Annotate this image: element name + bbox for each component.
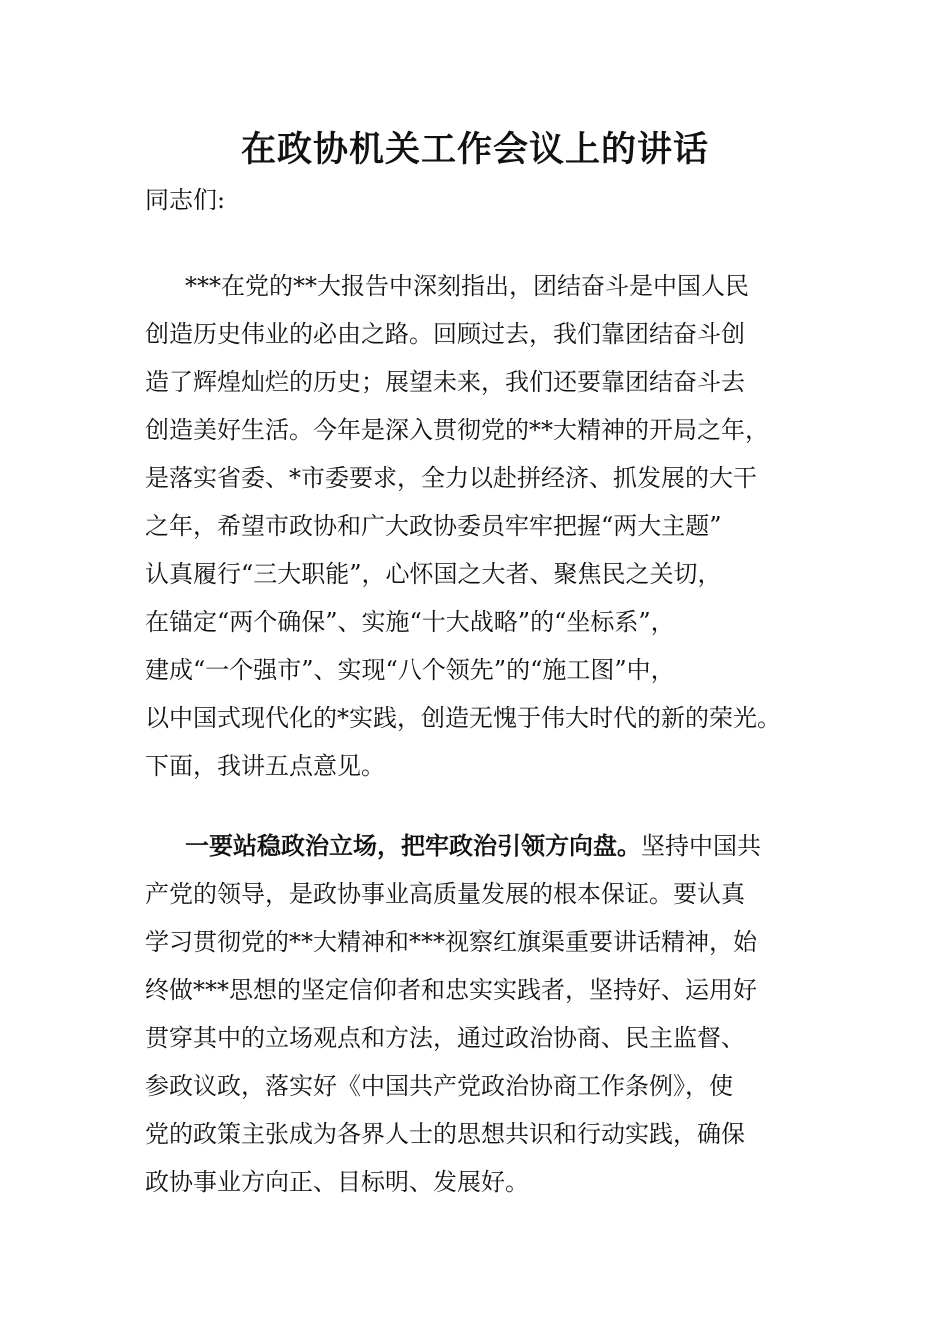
paragraph-line: 政协事业方向正、目标明、发展好。 (145, 1168, 529, 1196)
salutation: 同志们: (145, 186, 226, 214)
paragraph-line: 创造美好生活。今年是深入贯彻党的**大精神的开局之年， (145, 416, 769, 444)
paragraph-line: 党的政策主张成为各界人士的思想共识和行动实践，确保 (145, 1120, 745, 1148)
paragraph-line: 以中国式现代化的*实践，创造无愧于伟大时代的新的荣光。 (145, 704, 781, 732)
paragraph-opening (145, 262, 810, 790)
paragraph-line: 在锚定“两个确保”、实施“十大战略”的“坐标系”， (145, 608, 675, 636)
paragraph-line: 创造历史伟业的必由之路。回顾过去，我们靠团结奋斗创 (145, 320, 745, 348)
paragraph-first-line (145, 822, 810, 870)
point-heading: 一要站稳政治立场，把牢政治引领方向盘。 (185, 831, 641, 860)
paragraph-line: 之年，希望市政协和广大政协委员牢牢把握“两大主题” (145, 512, 722, 540)
document-title: 在政协机关工作会议上的讲话 (240, 129, 709, 170)
paragraph-line: 是落实省委、*市委要求，全力以赴拼经济、抓发展的大干 (145, 464, 757, 492)
paragraph-line: 参政议政，落实好《中国共产党政治协商工作条例》，使 (145, 1072, 733, 1100)
paragraph-line: 下面，我讲五点意见。 (145, 752, 385, 780)
paragraph-line: 建成“一个强市”、实现“八个领先”的“施工图”中， (145, 656, 675, 684)
paragraph-line: 认真履行“三大职能”，心怀国之大者、聚焦民之关切， (145, 560, 722, 588)
paragraph-line: 贯穿其中的立场观点和方法，通过政治协商、民主监督、 (145, 1024, 745, 1052)
paragraph-line: 产党的领导，是政协事业高质量发展的根本保证。要认真 (145, 880, 745, 908)
paragraph-line: 学习贯彻党的**大精神和***视察红旗渠重要讲话精神，始 (145, 928, 757, 956)
paragraph-line: 终做***思想的坚定信仰者和忠实实践者，坚持好、运用好 (145, 976, 757, 1004)
point-text: 坚持中国共 (641, 832, 761, 860)
paragraph-point-one (145, 822, 810, 1206)
paragraph-line: 造了辉煌灿烂的历史；展望未来，我们还要靠团结奋斗去 (145, 368, 745, 396)
paragraph-line: ***在党的**大报告中深刻指出，团结奋斗是中国人民 (185, 272, 749, 300)
